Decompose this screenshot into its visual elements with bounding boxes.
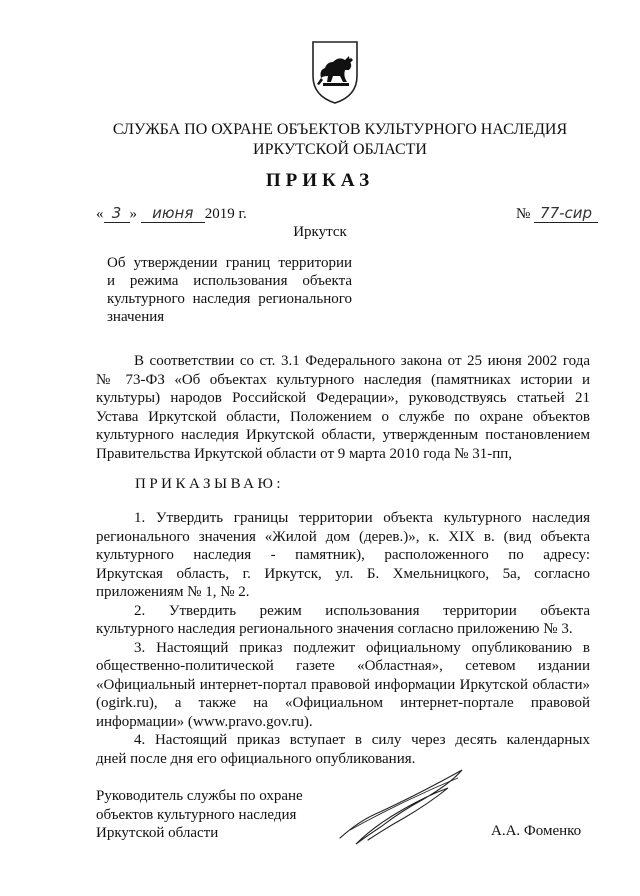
date-open-quote: « [96, 206, 104, 222]
preamble-line: культуры) народов Российской Федерации», руководствуясь статьей 21 [96, 390, 590, 406]
signatory-position-line: Руководитель службы по охране [96, 788, 303, 804]
preamble-line: Правительства Иркутской области от 9 марта 2010 года № 31-пп, [96, 445, 512, 462]
order-items [96, 509, 590, 768]
document-subject [107, 254, 352, 326]
subject-line: культурного наследия регионального [107, 291, 352, 307]
date-year: 2019 г. [204, 206, 247, 222]
item-1-line: 1. Утвердить границы территории объекта культурного наследия [134, 510, 590, 526]
item-1-line: приложениям № 1, № 2. [96, 584, 250, 600]
document-number [516, 204, 598, 223]
item-2-line: культурного наследия регионального значения согласно приложению № 3. [96, 621, 573, 637]
document-date [96, 204, 247, 223]
number-value: 77-сир [534, 204, 598, 223]
subject-line: и режима использования объекта [107, 273, 352, 289]
subject-line: Об утверждении границ территории [107, 255, 352, 271]
number-prefix: № [516, 206, 531, 222]
preamble-line: В соответствии со ст. 3.1 Федерального закона от 25 июня 2002 года [134, 353, 590, 369]
item-3-line: информации» (www.pravo.gov.ru). [96, 713, 313, 730]
city: Иркутск [293, 224, 347, 240]
item-1-line: культурного наследия - памятник), расположенного по адресу: [96, 547, 590, 563]
item-3-line: (ogirk.ru), а также на «Официальном интернет-портале правовой [96, 695, 590, 711]
preamble-line: № 73-ФЗ «Об объектах культурного наследия (памятниках истории и [96, 371, 590, 388]
preamble-paragraph [96, 352, 590, 463]
item-1-line: Иркутская область, г. Иркутск, ул. Б. Хмельницкого, 5а, согласно [96, 565, 590, 582]
item-1-line: регионального значения «Жилой дом (дерев.)», к. XIX в. (вид объекта [96, 528, 590, 545]
date-month: июня [141, 204, 205, 223]
order-word: ПРИКАЗЫВАЮ: [135, 476, 285, 492]
signatory-position-line: Иркутской области [96, 825, 219, 841]
handwritten-signature [330, 760, 470, 850]
item-3-line: общественно-политической газете «Областная», сетевом издании [96, 658, 590, 674]
agency-name-line2: ИРКУТСКОЙ ОБЛАСТИ [253, 141, 427, 158]
irkutsk-coat-of-arms-icon [305, 38, 365, 106]
signatory-name: А.А. Фоменко [491, 823, 582, 839]
date-close-quote: » [129, 206, 137, 222]
signatory-position [96, 787, 303, 843]
item-4-line: дней после дня его официального опубликования. [96, 750, 416, 767]
subject-line: значения [107, 309, 165, 325]
date-day: 3 [104, 204, 130, 223]
preamble-line: культурного наследия Иркутской области, утвержденным постановлением [96, 427, 590, 443]
item-3-line: «Официальный интернет-портал правовой информации Иркутской области» [96, 676, 590, 693]
item-2-line: 2. Утвердить режим использования территории объекта [134, 602, 590, 619]
signatory-position-line: объектов культурного наследия [96, 806, 297, 823]
preamble-line: Устава Иркутской области, Положением о службе по охране объектов [96, 408, 590, 425]
item-4-line: 4. Настоящий приказ вступает в силу через десять календарных [134, 732, 590, 748]
document-type-title: ПРИКАЗ [265, 170, 375, 191]
item-3-line: 3. Настоящий приказ подлежит официальному опубликованию в [134, 639, 590, 656]
agency-name-line1: СЛУЖБА ПО ОХРАНЕ ОБЪЕКТОВ КУЛЬТУРНОГО НАСЛЕДИЯ [112, 121, 568, 138]
